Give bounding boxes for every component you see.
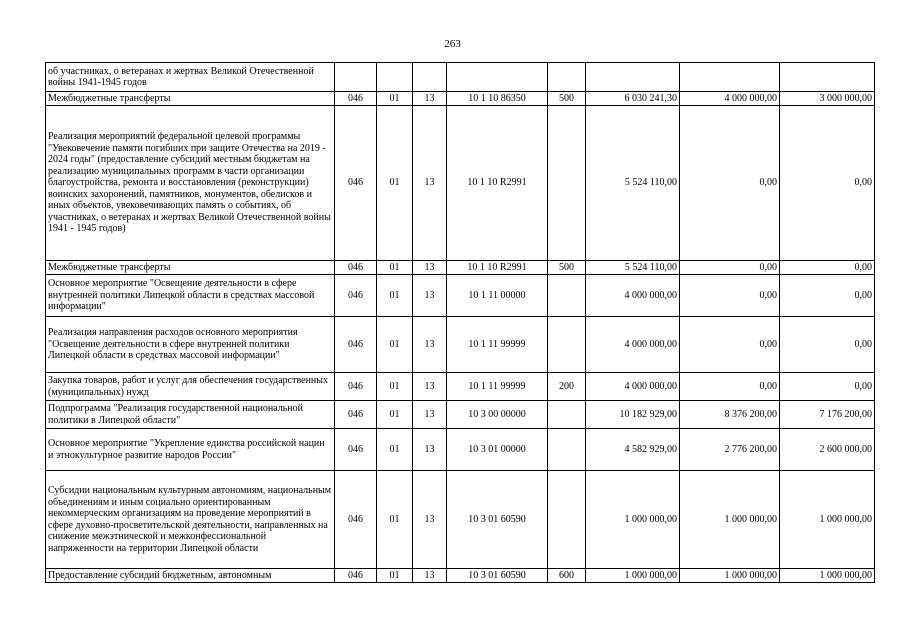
amount-year-1: 4 000 000,00 [586,275,680,317]
table-row [46,569,875,583]
section-code: 01 [377,106,413,261]
target-article-code: 10 3 01 60590 [447,569,548,583]
amount-year-1: 5 524 110,00 [586,106,680,261]
amount-year-1: 4 582 929,00 [586,429,680,471]
expense-type-code: 200 [548,373,586,401]
amount-year-3: 2 600 000,00 [780,429,875,471]
amount-year-3: 0,00 [780,373,875,401]
target-article-code: 10 1 10 R2991 [447,261,548,275]
section-code: 01 [377,275,413,317]
expense-type-code [548,401,586,429]
amount-year-2: 0,00 [680,261,780,275]
section-code: 01 [377,401,413,429]
section-code: 01 [377,92,413,106]
line-item-name: Основное мероприятие "Освещение деятельности в сфере внутренней политики Липецкой области в средствах массовой информации" [46,275,335,317]
amount-year-1 [586,63,680,92]
page-number: 263 [444,38,461,50]
target-article-code: 10 1 11 00000 [447,275,548,317]
line-item-name: Межбюджетные трансферты [46,261,335,275]
amount-year-3 [780,63,875,92]
amount-year-2: 1 000 000,00 [680,471,780,569]
line-item-name: Реализация направления расходов основного мероприятия "Освещение деятельности в сфере внутренней политики Липецкой области в средствах массовой информации" [46,317,335,373]
amount-year-3: 1 000 000,00 [780,569,875,583]
target-article-code [447,63,548,92]
line-item-name: Субсидии национальным культурным автономиям, национальным объединениям и иным социально ориентированным некоммерческим организациям на проведение мероприятий в сфере духовно-просветительской деятельности, направленных на снижение межэтнической и межконфессиональной напряженности на территории Липецкой области [46,471,335,569]
table-row [46,106,875,261]
target-article-code: 10 1 11 99999 [447,317,548,373]
expense-type-code [548,317,586,373]
expense-type-code: 600 [548,569,586,583]
amount-year-3: 7 176 200,00 [780,401,875,429]
amount-year-2: 0,00 [680,275,780,317]
ministry-code: 046 [335,569,377,583]
subsection-code: 13 [413,429,447,471]
target-article-code: 10 1 10 R2991 [447,106,548,261]
amount-year-3: 1 000 000,00 [780,471,875,569]
table-row [46,471,875,569]
section-code: 01 [377,373,413,401]
amount-year-3: 0,00 [780,275,875,317]
section-code: 01 [377,429,413,471]
line-item-name: Предоставление субсидий бюджетным, автономным [46,569,335,583]
amount-year-2: 2 776 200,00 [680,429,780,471]
subsection-code: 13 [413,275,447,317]
ministry-code [335,63,377,92]
ministry-code: 046 [335,261,377,275]
line-item-name: Подпрограмма "Реализация государственной национальной политики в Липецкой области" [46,401,335,429]
amount-year-2: 4 000 000,00 [680,92,780,106]
table-row [46,92,875,106]
amount-year-2: 0,00 [680,317,780,373]
target-article-code: 10 1 11 99999 [447,373,548,401]
ministry-code: 046 [335,401,377,429]
amount-year-3: 0,00 [780,317,875,373]
budget-table [45,62,875,583]
table-row [46,429,875,471]
target-article-code: 10 3 01 00000 [447,429,548,471]
subsection-code: 13 [413,569,447,583]
subsection-code: 13 [413,373,447,401]
table-row [46,317,875,373]
expense-type-code: 500 [548,261,586,275]
amount-year-2: 8 376 200,00 [680,401,780,429]
ministry-code: 046 [335,317,377,373]
target-article-code: 10 1 10 86350 [447,92,548,106]
ministry-code: 046 [335,106,377,261]
expense-type-code [548,275,586,317]
ministry-code: 046 [335,92,377,106]
table-row [46,261,875,275]
amount-year-1: 10 182 929,00 [586,401,680,429]
line-item-name: Реализация мероприятий федеральной целевой программы "Увековечение памяти погибших при защите Отечества на 2019 - 2024 годы" (предоставление субсидий местным бюджетам на реализацию муниципальных программ в части организации благоустройства, ремонта и восстановления (реконструкции) воинских захоронений, памятников, монументов, обелисков и иных объектов, увековечивающих память о событиях, об участниках, о ветеранах и жертвах Великой Отечественной войны 1941 - 1945 годов) [46,106,335,261]
amount-year-1: 4 000 000,00 [586,373,680,401]
ministry-code: 046 [335,429,377,471]
line-item-name: Закупка товаров, работ и услуг для обеспечения государственных (муниципальных) нужд [46,373,335,401]
amount-year-2: 0,00 [680,373,780,401]
amount-year-1: 6 030 241,30 [586,92,680,106]
section-code [377,63,413,92]
amount-year-1: 1 000 000,00 [586,569,680,583]
amount-year-1: 4 000 000,00 [586,317,680,373]
amount-year-3: 3 000 000,00 [780,92,875,106]
expense-type-code [548,106,586,261]
target-article-code: 10 3 00 00000 [447,401,548,429]
line-item-name: Межбюджетные трансферты [46,92,335,106]
table-row [46,401,875,429]
table-row [46,373,875,401]
table-body [46,63,875,583]
ministry-code: 046 [335,471,377,569]
subsection-code [413,63,447,92]
section-code: 01 [377,317,413,373]
expense-type-code [548,429,586,471]
amount-year-1: 5 524 110,00 [586,261,680,275]
table-row [46,275,875,317]
amount-year-1: 1 000 000,00 [586,471,680,569]
amount-year-2: 0,00 [680,106,780,261]
subsection-code: 13 [413,92,447,106]
section-code: 01 [377,471,413,569]
expense-type-code: 500 [548,92,586,106]
amount-year-3: 0,00 [780,106,875,261]
amount-year-3: 0,00 [780,261,875,275]
expense-type-code [548,471,586,569]
subsection-code: 13 [413,471,447,569]
subsection-code: 13 [413,261,447,275]
subsection-code: 13 [413,401,447,429]
target-article-code: 10 3 01 60590 [447,471,548,569]
line-item-name: Основное мероприятие "Укрепление единства российской нации и этнокультурное развитие народов России" [46,429,335,471]
subsection-code: 13 [413,317,447,373]
ministry-code: 046 [335,275,377,317]
section-code: 01 [377,569,413,583]
ministry-code: 046 [335,373,377,401]
table-row [46,63,875,92]
expense-type-code [548,63,586,92]
amount-year-2 [680,63,780,92]
amount-year-2: 1 000 000,00 [680,569,780,583]
section-code: 01 [377,261,413,275]
line-item-name: об участниках, о ветеранах и жертвах Великой Отечественной войны 1941-1945 годов [46,63,335,92]
subsection-code: 13 [413,106,447,261]
